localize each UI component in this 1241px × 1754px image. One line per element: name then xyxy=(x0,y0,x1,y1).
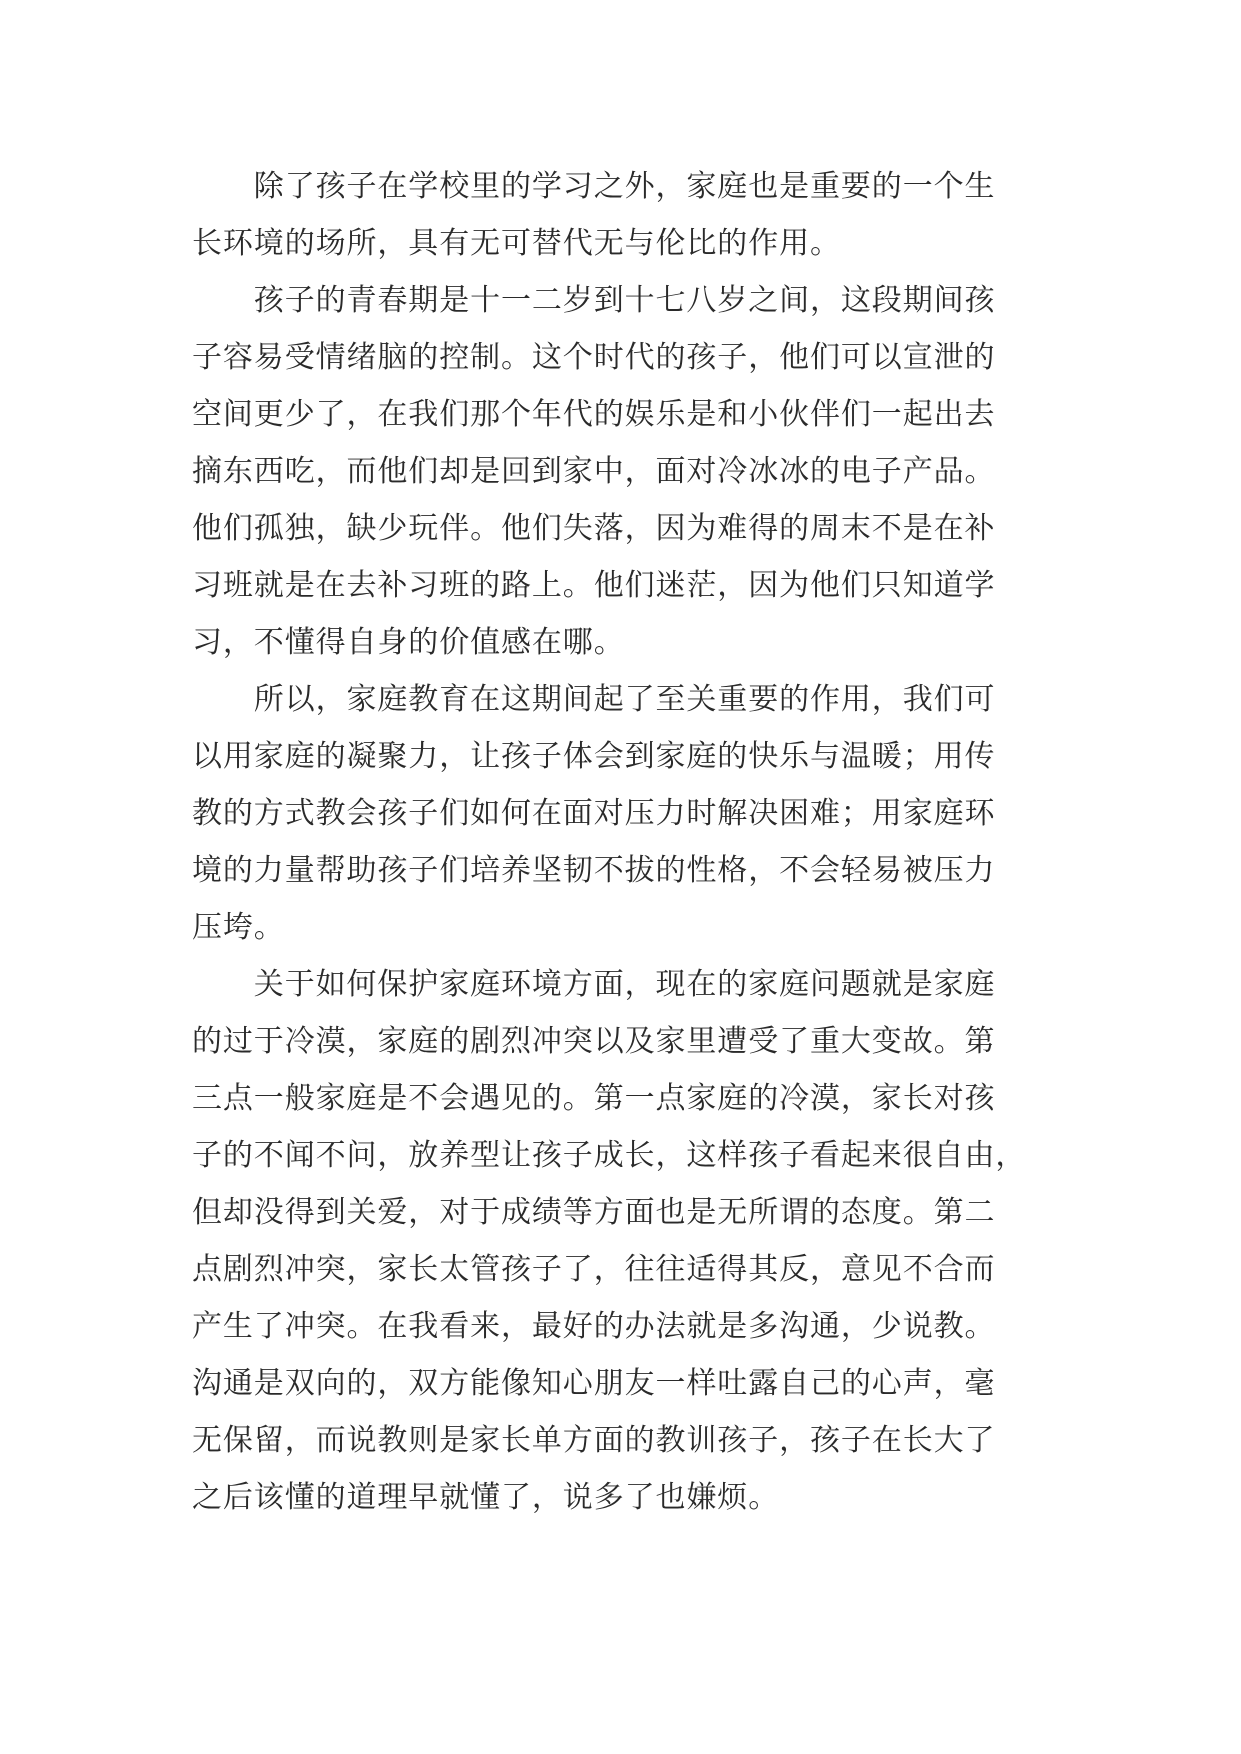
text-line: 空间更少了，在我们那个年代的娱乐是和小伙伴们一起出去 xyxy=(192,397,996,432)
text-line: 以用家庭的凝聚力，让孩子体会到家庭的快乐与温暖；用传 xyxy=(192,739,996,774)
text-line: 但却没得到关爱，对于成绩等方面也是无所谓的态度。第二 xyxy=(192,1195,996,1230)
text-line: 沟通是双向的，双方能像知心朋友一样吐露自己的心声，毫 xyxy=(192,1366,996,1401)
paragraph-4 xyxy=(192,956,1072,1526)
text-line: 的过于冷漠，家庭的剧烈冲突以及家里遭受了重大变故。第 xyxy=(192,1024,996,1059)
text-line: 三点一般家庭是不会遇见的。第一点家庭的冷漠，家长对孩 xyxy=(192,1081,996,1116)
text-line: 所以，家庭教育在这期间起了至关重要的作用，我们可 xyxy=(192,682,996,717)
text-line: 除了孩子在学校里的学习之外，家庭也是重要的一个生 xyxy=(192,169,996,204)
paragraph-1 xyxy=(192,158,1072,272)
text-line: 摘东西吃，而他们却是回到家中，面对冷冰冰的电子产品。 xyxy=(192,454,996,489)
text-line: 之后该懂的道理早就懂了，说多了也嫌烦。 xyxy=(192,1480,780,1515)
text-line: 点剧烈冲突，家长太管孩子了，往往适得其反，意见不合而 xyxy=(192,1252,996,1287)
paragraph-2 xyxy=(192,272,1072,671)
text-line: 境的力量帮助孩子们培养坚韧不拔的性格，不会轻易被压力 xyxy=(192,853,996,888)
text-line: 压垮。 xyxy=(192,910,285,945)
text-line: 习班就是在去补习班的路上。他们迷茫，因为他们只知道学 xyxy=(192,568,996,603)
text-line: 子的不闻不问，放养型让孩子成长，这样孩子看起来很自由， xyxy=(192,1138,1027,1173)
document-body xyxy=(192,158,1072,1526)
text-line: 关于如何保护家庭环境方面，现在的家庭问题就是家庭 xyxy=(192,967,996,1002)
paragraph-3 xyxy=(192,671,1072,956)
text-line: 孩子的青春期是十一二岁到十七八岁之间，这段期间孩 xyxy=(192,283,996,318)
text-line: 长环境的场所，具有无可替代无与伦比的作用。 xyxy=(192,226,841,261)
text-line: 无保留，而说教则是家长单方面的教训孩子，孩子在长大了 xyxy=(192,1423,996,1458)
text-line: 教的方式教会孩子们如何在面对压力时解决困难；用家庭环 xyxy=(192,796,996,831)
text-line: 习，不懂得自身的价值感在哪。 xyxy=(192,625,625,660)
text-line: 子容易受情绪脑的控制。这个时代的孩子，他们可以宣泄的 xyxy=(192,340,996,375)
text-line: 产生了冲突。在我看来，最好的办法就是多沟通，少说教。 xyxy=(192,1309,996,1344)
text-line: 他们孤独，缺少玩伴。他们失落，因为难得的周末不是在补 xyxy=(192,511,996,546)
